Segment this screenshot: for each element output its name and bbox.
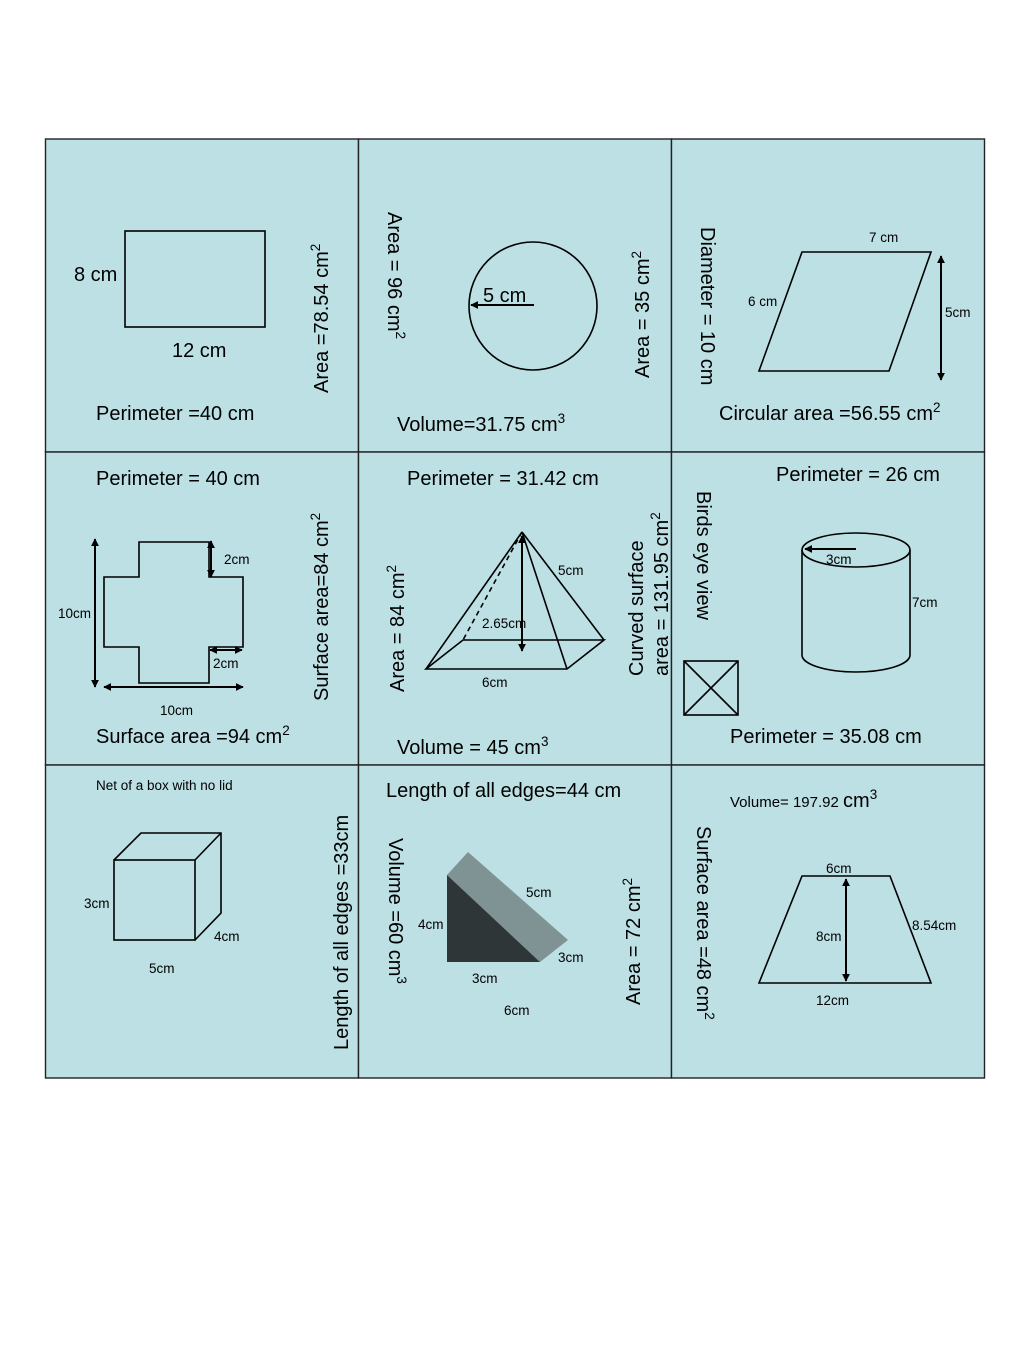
- r1c2-rotated-right: Area = 35 $cm^2$: [629, 250, 654, 378]
- cross-notch-label: 2cm: [224, 552, 250, 567]
- rect-bottom-label: 12 cm: [172, 340, 227, 362]
- cross-width-label: 10cm: [160, 703, 194, 718]
- r1c2-footer: Volume=31.75 $cm^3$: [397, 411, 566, 436]
- card-r2c3: [672, 452, 985, 765]
- prism-hyp-label: 5cm: [526, 885, 552, 900]
- radius-label: 5 cm: [483, 285, 527, 307]
- pyramid-base-label: 6cm: [482, 675, 508, 690]
- cylinder-height-label: 7cm: [912, 595, 938, 610]
- r2c1-rotated-text: Surface area=84 $cm^2$: [308, 512, 333, 701]
- r1c3-rotated-text: Diameter = 10 cm: [696, 227, 718, 386]
- r1c1-rotated-text: Area =78.54 $cm^2$: [308, 243, 333, 393]
- prism-length-label: 6cm: [504, 1003, 530, 1018]
- prism-base-label: 3cm: [472, 971, 498, 986]
- parallelogram-height-label: 5cm: [945, 305, 971, 320]
- trapezium-bottom-label: 12cm: [816, 993, 850, 1008]
- r2c2-rotated-left: Area = 84 $cm^2$: [384, 564, 409, 692]
- prism-height-label: 4cm: [418, 917, 444, 932]
- box-width-label: 5cm: [149, 961, 175, 976]
- r2c3-header: Perimeter = 26 cm: [776, 464, 940, 486]
- pyramid-slant-label: 5cm: [558, 563, 584, 578]
- r2c1-footer: Surface area =94 $cm^2$: [96, 723, 290, 748]
- r3c1-header: Net of a box with no lid: [96, 778, 233, 793]
- r2c1-header: Perimeter = 40 cm: [96, 468, 260, 490]
- r3c2-rotated-left: Volume =60 $cm^3$: [384, 838, 409, 984]
- r2c2-rotated-right: Curved surface: [626, 540, 648, 676]
- box-height-label: 3cm: [84, 896, 110, 911]
- r1c3-footer: Circular area =56.55 $cm^2$: [719, 400, 941, 425]
- r1c1-footer: Perimeter =40 cm: [96, 403, 255, 425]
- rect-side-label: 8 cm: [74, 264, 118, 286]
- trapezium-top-label: 6cm: [826, 861, 852, 876]
- r1c2-rotated-left: Area = 96 $cm^2$: [383, 212, 408, 340]
- cross-arm-label: 2cm: [213, 656, 239, 671]
- r3c1-rotated-text: Length of all edges =33cm: [331, 814, 353, 1050]
- prism-depth-label: 3cm: [558, 950, 584, 965]
- r2c3-rotated-text: Birds eye view: [692, 491, 714, 620]
- parallelogram-top-label: 7 cm: [869, 230, 899, 245]
- r3c2-rotated-right: Area = 72 $cm^2$: [620, 877, 645, 1005]
- r3c2-header: Length of all edges=44 cm: [386, 780, 622, 802]
- r2c2-header: Perimeter = 31.42 cm: [407, 468, 599, 490]
- parallelogram-side-label: 6 cm: [748, 294, 778, 309]
- card-r3c1: [46, 765, 359, 1078]
- r2c3-footer: Perimeter = 35.08 cm: [730, 726, 922, 748]
- box-depth-label: 4cm: [214, 929, 240, 944]
- pyramid-height-label: 2.65cm: [482, 616, 527, 631]
- trapezium-slant-label: 8.54cm: [912, 918, 957, 933]
- r3c3-rotated-text: Surface area =48 $cm^2$: [692, 826, 717, 1020]
- r2c2-footer: Volume = 45 $cm^3$: [397, 734, 549, 759]
- r3c3-header: Volume= 197.92 $cm^3$: [730, 787, 878, 812]
- cross-height-label: 10cm: [58, 606, 92, 621]
- r2c2-rotated-right-line2: area = 131.95 $cm^2$: [648, 512, 673, 676]
- trapezium-height-label: 8cm: [816, 929, 842, 944]
- cylinder-radius-label: 3cm: [826, 552, 852, 567]
